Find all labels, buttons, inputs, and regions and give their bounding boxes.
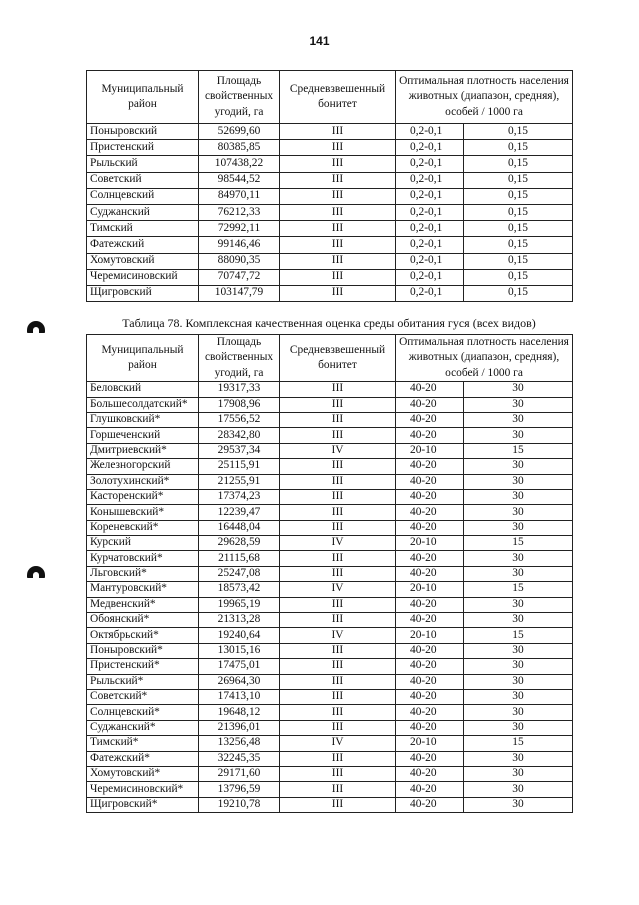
cell-area: 28342,80 — [199, 428, 280, 443]
cell-district: Тимский — [87, 221, 199, 237]
cell-density-average: 30 — [464, 689, 573, 704]
cell-density-average: 30 — [464, 643, 573, 658]
cell-bonitet: III — [280, 188, 396, 204]
header-density: Оптимальная плотность населения животных (диапазон, средняя), особей / 1000 га — [396, 335, 573, 382]
cell-district: Хомутовский* — [87, 766, 199, 781]
cell-density-range: 0,2-0,1 — [396, 285, 464, 301]
cell-density-range: 0,2-0,1 — [396, 253, 464, 269]
table-row — [87, 382, 573, 397]
cell-area: 12239,47 — [199, 505, 280, 520]
cell-density-range: 40-20 — [396, 397, 464, 412]
cell-bonitet: III — [280, 140, 396, 156]
table-row — [87, 582, 573, 597]
cell-district: Курский — [87, 536, 199, 551]
cell-area: 103147,79 — [199, 285, 280, 301]
cell-district: Солнцевский — [87, 188, 199, 204]
cell-area: 80385,85 — [199, 140, 280, 156]
cell-area: 17556,52 — [199, 412, 280, 427]
cell-density-average: 30 — [464, 520, 573, 535]
cell-density-average: 0,15 — [464, 188, 573, 204]
cell-area: 17908,96 — [199, 397, 280, 412]
cell-district: Щигровский* — [87, 797, 199, 812]
table-header-row — [87, 335, 573, 382]
cell-bonitet: III — [280, 551, 396, 566]
cell-district: Фатежский — [87, 237, 199, 253]
cell-area: 84970,11 — [199, 188, 280, 204]
cell-density-average: 15 — [464, 582, 573, 597]
page-number: 141 — [309, 34, 330, 48]
cell-area: 19965,19 — [199, 597, 280, 612]
cell-bonitet: III — [280, 253, 396, 269]
cell-density-range: 40-20 — [396, 766, 464, 781]
cell-density-range: 0,2-0,1 — [396, 204, 464, 220]
cell-bonitet: III — [280, 613, 396, 628]
cell-density-range: 40-20 — [396, 659, 464, 674]
cell-bonitet: III — [280, 643, 396, 658]
cell-density-average: 30 — [464, 597, 573, 612]
cell-density-range: 0,2-0,1 — [396, 237, 464, 253]
cell-district: Щигровский — [87, 285, 199, 301]
cell-bonitet: III — [280, 285, 396, 301]
cell-district: Касторенский* — [87, 489, 199, 504]
cell-district: Советский* — [87, 689, 199, 704]
cell-density-average: 15 — [464, 443, 573, 458]
table-row — [87, 689, 573, 704]
cell-density-range: 40-20 — [396, 720, 464, 735]
header-density: Оптимальная плотность населения животных (диапазон, средняя), особей / 1000 га — [396, 71, 573, 124]
cell-density-range: 0,2-0,1 — [396, 124, 464, 140]
header-district: Муниципальный район — [87, 335, 199, 382]
cell-density-range: 20-10 — [396, 736, 464, 751]
cell-area: 13015,16 — [199, 643, 280, 658]
table-row — [87, 474, 573, 489]
cell-district: Черемисиновский* — [87, 782, 199, 797]
table-header-row — [87, 71, 573, 124]
cell-area: 19317,33 — [199, 382, 280, 397]
cell-bonitet: III — [280, 705, 396, 720]
cell-bonitet: III — [280, 489, 396, 504]
table-row — [87, 566, 573, 581]
cell-density-average: 30 — [464, 459, 573, 474]
cell-district: Мантуровский* — [87, 582, 199, 597]
cell-density-range: 40-20 — [396, 797, 464, 812]
cell-density-range: 0,2-0,1 — [396, 188, 464, 204]
cell-density-average: 0,15 — [464, 156, 573, 172]
cell-area: 98544,52 — [199, 172, 280, 188]
cell-area: 76212,33 — [199, 204, 280, 220]
cell-density-range: 40-20 — [396, 705, 464, 720]
cell-area: 29628,59 — [199, 536, 280, 551]
cell-area: 29171,60 — [199, 766, 280, 781]
cell-district: Большесолдатский* — [87, 397, 199, 412]
table-row — [87, 253, 573, 269]
cell-bonitet: III — [280, 782, 396, 797]
cell-district: Октябрьский* — [87, 628, 199, 643]
cell-density-average: 30 — [464, 551, 573, 566]
cell-area: 25115,91 — [199, 459, 280, 474]
table-row — [87, 520, 573, 535]
cell-density-average: 30 — [464, 412, 573, 427]
header-bonitet: Средневзвешенный бонитет — [280, 71, 396, 124]
cell-density-range: 20-10 — [396, 628, 464, 643]
table-row — [87, 505, 573, 520]
cell-density-range: 40-20 — [396, 613, 464, 628]
cell-bonitet: III — [280, 566, 396, 581]
cell-area: 99146,46 — [199, 237, 280, 253]
cell-bonitet: III — [280, 459, 396, 474]
cell-bonitet: III — [280, 156, 396, 172]
cell-density-average: 30 — [464, 766, 573, 781]
cell-bonitet: III — [280, 720, 396, 735]
header-area: Площадь свойственных угодий, га — [199, 335, 280, 382]
table-row — [87, 140, 573, 156]
cell-district: Обоянский* — [87, 613, 199, 628]
cell-district: Курчатовский* — [87, 551, 199, 566]
cell-density-average: 0,15 — [464, 124, 573, 140]
cell-density-range: 40-20 — [396, 566, 464, 581]
cell-bonitet: III — [280, 269, 396, 285]
cell-density-range: 40-20 — [396, 412, 464, 427]
cell-bonitet: III — [280, 397, 396, 412]
cell-bonitet: III — [280, 766, 396, 781]
cell-density-range: 20-10 — [396, 536, 464, 551]
cell-district: Пристенский — [87, 140, 199, 156]
cell-density-average: 15 — [464, 536, 573, 551]
cell-density-range: 40-20 — [396, 689, 464, 704]
cell-density-range: 40-20 — [396, 551, 464, 566]
cell-bonitet: III — [280, 597, 396, 612]
cell-bonitet: III — [280, 382, 396, 397]
table-row — [87, 736, 573, 751]
cell-density-range: 40-20 — [396, 597, 464, 612]
cell-density-average: 0,15 — [464, 221, 573, 237]
cell-density-average: 30 — [464, 674, 573, 689]
cell-area: 17413,10 — [199, 689, 280, 704]
table-row — [87, 156, 573, 172]
cell-area: 13796,59 — [199, 782, 280, 797]
cell-area: 32245,35 — [199, 751, 280, 766]
table-row — [87, 628, 573, 643]
cell-density-average: 30 — [464, 566, 573, 581]
table-row — [87, 269, 573, 285]
cell-bonitet: IV — [280, 628, 396, 643]
cell-district: Глушковский* — [87, 412, 199, 427]
cell-area: 16448,04 — [199, 520, 280, 535]
cell-area: 18573,42 — [199, 582, 280, 597]
cell-bonitet: III — [280, 505, 396, 520]
cell-area: 21115,68 — [199, 551, 280, 566]
cell-density-average: 0,15 — [464, 285, 573, 301]
table-row — [87, 443, 573, 458]
header-district: Муниципальный район — [87, 71, 199, 124]
cell-density-average: 0,15 — [464, 237, 573, 253]
cell-density-average: 15 — [464, 628, 573, 643]
table-row — [87, 536, 573, 551]
cell-density-average: 30 — [464, 428, 573, 443]
table-row — [87, 551, 573, 566]
cell-density-average: 0,15 — [464, 140, 573, 156]
cell-district: Советский — [87, 172, 199, 188]
cell-district: Поныровский — [87, 124, 199, 140]
cell-area: 52699,60 — [199, 124, 280, 140]
cell-area: 21396,01 — [199, 720, 280, 735]
cell-density-range: 0,2-0,1 — [396, 269, 464, 285]
cell-area: 17475,01 — [199, 659, 280, 674]
table-row — [87, 659, 573, 674]
cell-bonitet: III — [280, 412, 396, 427]
table-row — [87, 188, 573, 204]
cell-district: Фатежский* — [87, 751, 199, 766]
cell-area: 21255,91 — [199, 474, 280, 489]
header-area: Площадь свойственных угодий, га — [199, 71, 280, 124]
cell-density-range: 40-20 — [396, 505, 464, 520]
cell-bonitet: III — [280, 221, 396, 237]
table-row — [87, 705, 573, 720]
cell-density-range: 40-20 — [396, 520, 464, 535]
cell-area: 19210,78 — [199, 797, 280, 812]
cell-district: Золотухинский* — [87, 474, 199, 489]
table-row — [87, 204, 573, 220]
cell-bonitet: III — [280, 674, 396, 689]
cell-density-average: 0,15 — [464, 253, 573, 269]
cell-bonitet: III — [280, 428, 396, 443]
cell-bonitet: III — [280, 474, 396, 489]
binder-hole-mark — [27, 566, 45, 578]
cell-density-range: 40-20 — [396, 674, 464, 689]
table-row — [87, 643, 573, 658]
cell-district: Льговский* — [87, 566, 199, 581]
cell-bonitet: III — [280, 172, 396, 188]
table-row — [87, 124, 573, 140]
table-row — [87, 172, 573, 188]
cell-density-average: 30 — [464, 397, 573, 412]
table-row — [87, 459, 573, 474]
cell-density-range: 40-20 — [396, 489, 464, 504]
cell-area: 88090,35 — [199, 253, 280, 269]
cell-district: Суджанский* — [87, 720, 199, 735]
table-row — [87, 221, 573, 237]
cell-density-range: 40-20 — [396, 382, 464, 397]
table-row — [87, 285, 573, 301]
cell-district: Поныровский* — [87, 643, 199, 658]
cell-area: 72992,11 — [199, 221, 280, 237]
cell-area: 19648,12 — [199, 705, 280, 720]
cell-density-average: 30 — [464, 489, 573, 504]
cell-area: 26964,30 — [199, 674, 280, 689]
binder-hole-mark — [27, 321, 45, 333]
cell-area: 107438,22 — [199, 156, 280, 172]
table-row — [87, 412, 573, 427]
header-bonitet: Средневзвешенный бонитет — [280, 335, 396, 382]
cell-bonitet: IV — [280, 536, 396, 551]
cell-district: Хомутовский — [87, 253, 199, 269]
cell-density-average: 30 — [464, 613, 573, 628]
table-row — [87, 489, 573, 504]
table-row — [87, 237, 573, 253]
cell-density-range: 40-20 — [396, 459, 464, 474]
cell-bonitet: III — [280, 204, 396, 220]
cell-area: 21313,28 — [199, 613, 280, 628]
cell-density-range: 40-20 — [396, 428, 464, 443]
cell-density-average: 0,15 — [464, 204, 573, 220]
cell-density-range: 40-20 — [396, 474, 464, 489]
table-row — [87, 782, 573, 797]
cell-area: 13256,48 — [199, 736, 280, 751]
table-row — [87, 597, 573, 612]
table-row — [87, 397, 573, 412]
cell-density-range: 40-20 — [396, 782, 464, 797]
cell-bonitet: III — [280, 124, 396, 140]
table-row — [87, 428, 573, 443]
goose-habitat-table — [86, 334, 573, 813]
cell-district: Солнцевский* — [87, 705, 199, 720]
cell-district: Дмитриевский* — [87, 443, 199, 458]
cell-district: Беловский — [87, 382, 199, 397]
cell-district: Медвенский* — [87, 597, 199, 612]
table-row — [87, 797, 573, 812]
table-row — [87, 751, 573, 766]
table-row — [87, 613, 573, 628]
cell-district: Черемисиновский — [87, 269, 199, 285]
cell-density-average: 30 — [464, 705, 573, 720]
cell-density-average: 0,15 — [464, 269, 573, 285]
cell-density-range: 0,2-0,1 — [396, 140, 464, 156]
density-table-continued — [86, 70, 573, 302]
cell-density-range: 40-20 — [396, 643, 464, 658]
cell-density-range: 40-20 — [396, 751, 464, 766]
cell-district: Рыльский* — [87, 674, 199, 689]
cell-density-range: 20-10 — [396, 443, 464, 458]
cell-bonitet: IV — [280, 582, 396, 597]
cell-district: Пристенский* — [87, 659, 199, 674]
cell-district: Суджанский — [87, 204, 199, 220]
cell-density-range: 0,2-0,1 — [396, 221, 464, 237]
cell-bonitet: III — [280, 797, 396, 812]
table-caption: Таблица 78. Комплексная качественная оценка среды обитания гуся (всех видов) — [122, 316, 536, 330]
cell-bonitet: III — [280, 659, 396, 674]
cell-density-average: 30 — [464, 751, 573, 766]
table-row — [87, 674, 573, 689]
cell-bonitet: III — [280, 520, 396, 535]
cell-area: 70747,72 — [199, 269, 280, 285]
table-row — [87, 766, 573, 781]
cell-density-average: 30 — [464, 382, 573, 397]
cell-density-average: 30 — [464, 720, 573, 735]
cell-bonitet: III — [280, 751, 396, 766]
cell-district: Конышевский* — [87, 505, 199, 520]
cell-area: 17374,23 — [199, 489, 280, 504]
cell-density-average: 30 — [464, 474, 573, 489]
cell-bonitet: IV — [280, 736, 396, 751]
cell-density-average: 30 — [464, 782, 573, 797]
cell-area: 19240,64 — [199, 628, 280, 643]
cell-density-average: 30 — [464, 797, 573, 812]
cell-district: Горшеченский — [87, 428, 199, 443]
cell-density-average: 30 — [464, 505, 573, 520]
cell-density-range: 20-10 — [396, 582, 464, 597]
cell-bonitet: IV — [280, 443, 396, 458]
cell-density-average: 15 — [464, 736, 573, 751]
cell-district: Кореневский* — [87, 520, 199, 535]
table-row — [87, 720, 573, 735]
cell-area: 29537,34 — [199, 443, 280, 458]
cell-area: 25247,08 — [199, 566, 280, 581]
cell-density-range: 0,2-0,1 — [396, 172, 464, 188]
cell-bonitet: III — [280, 689, 396, 704]
cell-bonitet: III — [280, 237, 396, 253]
cell-density-average: 30 — [464, 659, 573, 674]
cell-density-average: 0,15 — [464, 172, 573, 188]
cell-district: Железногорский — [87, 459, 199, 474]
cell-district: Тимский* — [87, 736, 199, 751]
cell-density-range: 0,2-0,1 — [396, 156, 464, 172]
cell-district: Рыльский — [87, 156, 199, 172]
